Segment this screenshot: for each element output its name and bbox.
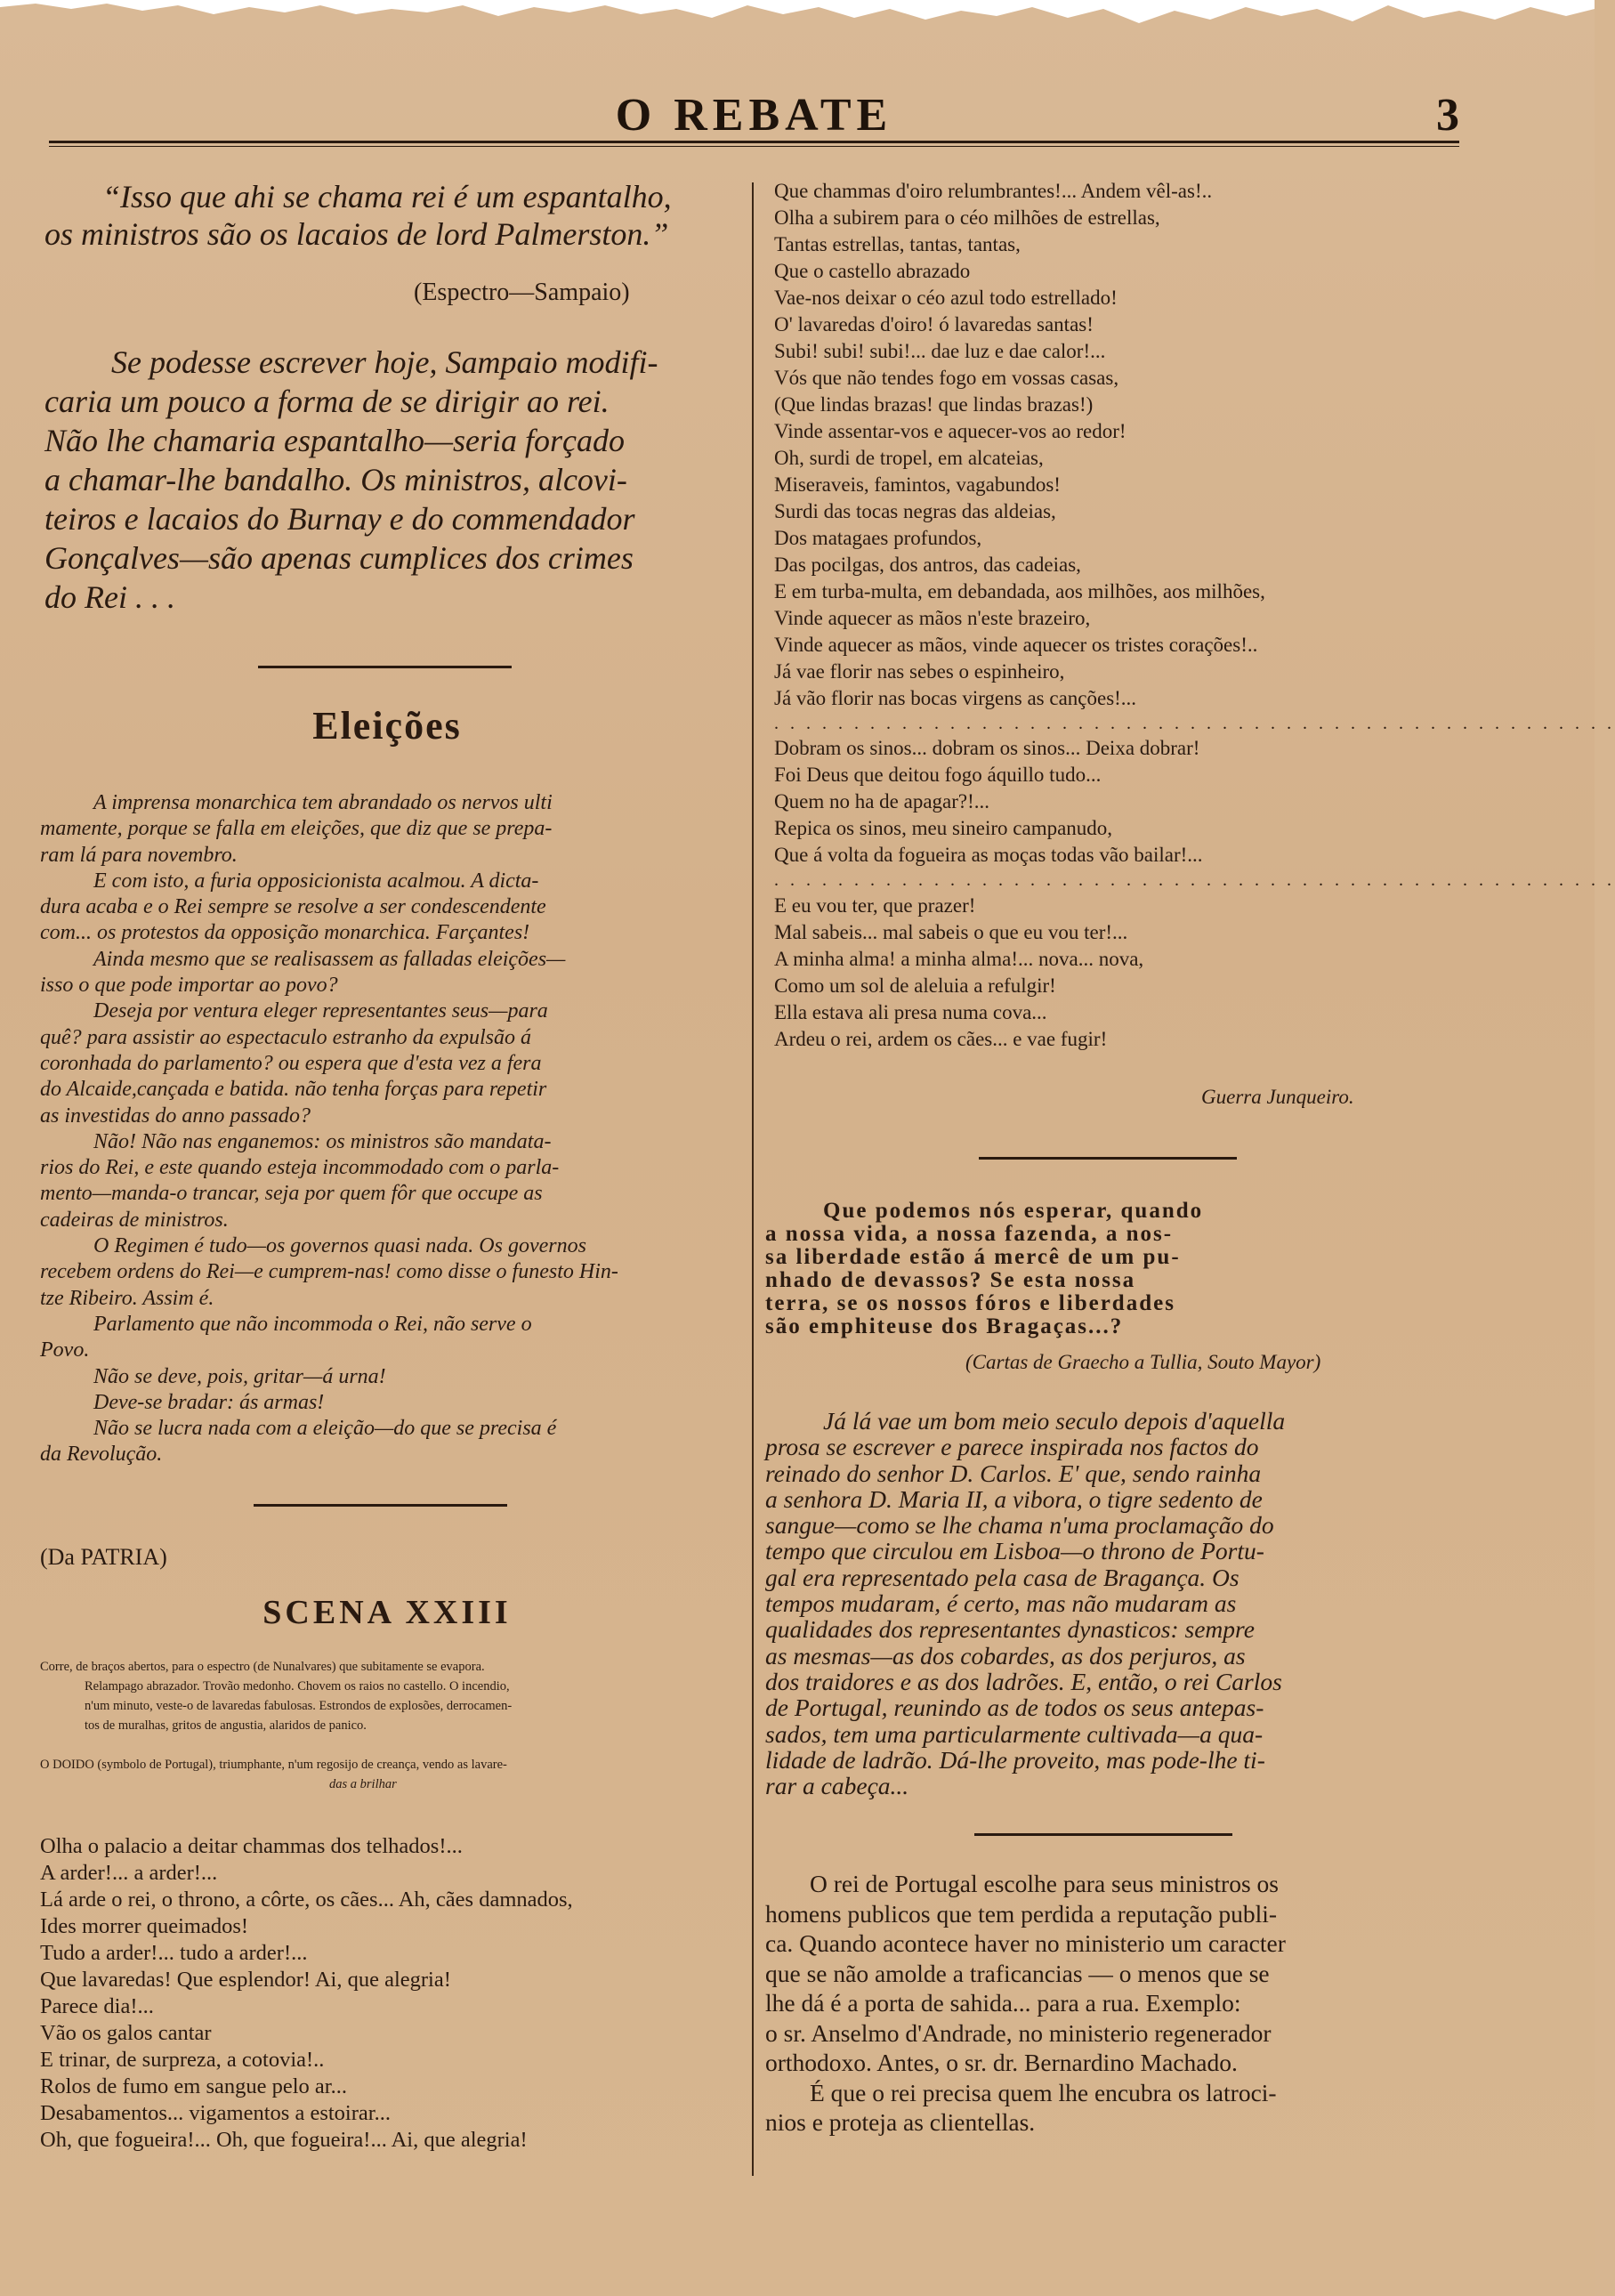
article-line: Ainda mesmo que se realisassem as falladas eleições— — [93, 947, 566, 971]
verse-line: Vão os galos cantar — [40, 2021, 212, 2045]
masthead — [49, 89, 1459, 141]
section-separator — [258, 666, 512, 668]
article-line: lidade de ladrão. Dá-lhe proveito, mas pode-lhe ti- — [765, 1745, 1265, 1774]
article-line: tze Ribeiro. Assim é. — [40, 1286, 214, 1310]
poem-author — [1201, 1086, 1354, 1109]
article-line: rios do Rei, e este quando esteja incommodado com o parla- — [40, 1156, 560, 1180]
verse-line: Como um sol de aleluia a refulgir! — [774, 974, 1056, 997]
seculo-article — [765, 1408, 1455, 1799]
article-line: mamente, porque se falla em eleições, que diz que se prepa- — [40, 817, 553, 841]
article-line: Não! Não nas enganemos: os ministros são mandata- — [93, 1129, 552, 1153]
question-line: sa liberdade estão á mercê de um pu- — [765, 1245, 1181, 1269]
character-direction — [40, 1755, 734, 1794]
intro-paragraph — [44, 343, 730, 617]
article-line: prosa se escrever e parece inspirada nos factos do — [765, 1433, 1259, 1461]
intro-line: do Rei . . . — [44, 579, 175, 615]
article-line: tempos mudaram, é certo, mas não mudaram as — [765, 1589, 1237, 1618]
verse-line: Quem no ha de apagar?!... — [774, 790, 990, 812]
verse-line: E trinar, de surpreza, a cotovia!.. — [40, 2048, 325, 2072]
verse-line: Das pocilgas, dos antros, das cadeias, — [774, 554, 1081, 576]
masthead-rule-thin — [49, 146, 1459, 147]
verse-line: Vinde assentar-vos e aquecer-vos ao redor! — [774, 420, 1126, 442]
verse-line: E em turba-multa, em debandada, aos milhões, aos milhões, — [774, 580, 1265, 602]
article-line: isso o que pode importar ao povo? — [40, 974, 338, 998]
verse-line: Que lavaredas! Que esplendor! Ai, que alegria! — [40, 1968, 451, 1992]
verse-line: Ella estava ali presa numa cova... — [774, 1001, 1047, 1023]
question-block — [765, 1200, 1450, 1338]
verse-line: Parece dia!... — [40, 1994, 154, 2018]
dots-text: . . . . . . . . . . . . . . . . . . . . . . . . . . . . . . . . . . . . . . . . . . . . . . . . . . . . . — [774, 714, 1615, 733]
verse-line: Ides morrer queimados! — [40, 1914, 249, 1938]
article-line: Deve-se bradar: ás armas! — [93, 1390, 325, 1414]
verse-line: Ardeu o rei, ardem os cães... e vae fugir! — [774, 1028, 1108, 1050]
article-line: Povo. — [40, 1338, 90, 1362]
article-line: orthodoxo. Antes, o sr. dr. Bernardino Machado. — [765, 2049, 1238, 2076]
epigraph — [44, 178, 730, 253]
intro-line: a chamar-lhe bandalho. Os ministros, alcovi- — [44, 462, 627, 497]
verse-line: (Que lindas brazas! que lindas brazas!) — [774, 393, 1094, 416]
article-line: de Portugal, reunindo as de todos os seus antepas- — [765, 1694, 1264, 1722]
article-line: mento—manda-o trancar, seja por quem fôr que occupe as — [40, 1182, 543, 1206]
verse-line: E eu vou ter, que prazer! — [774, 894, 976, 917]
section-heading-eleicoes — [44, 703, 730, 748]
dotted-separator — [774, 714, 1615, 734]
question-attribution — [965, 1351, 1320, 1374]
question-line: nhado de devassos? Se esta nossa — [765, 1268, 1136, 1292]
dots-text: . . . . . . . . . . . . . . . . . . . . . . . . . . . . . . . . . . . . . . . . . . . . . . . . . . . . . — [774, 870, 1615, 890]
article-line: dura acaba e o Rei sempre se resolve a ser condescendente — [40, 895, 546, 919]
attribution-text: (Cartas de Graecho a Tullia, Souto Mayor) — [965, 1351, 1321, 1373]
intro-line: Não lhe chamaria espantalho—seria forçado — [44, 423, 625, 458]
verse-line: Foi Deus que deitou fogo áquillo tudo... — [774, 764, 1102, 786]
masthead-rule — [49, 141, 1459, 143]
stage-line: n'um minuto, veste-o de lavaredas fabulosas. Estrondos de explosões, derrocamen- — [85, 1699, 513, 1713]
article-line: Parlamento que não incommoda o Rei, não serve o — [93, 1312, 532, 1336]
stage-line: tos de muralhas, gritos de angustia, alaridos de panico. — [85, 1718, 367, 1733]
poem-part-3 — [774, 893, 1450, 1053]
verse-line: Lá arde o rei, o throno, a côrte, os cães... Ah, cães damnados, — [40, 1888, 573, 1912]
verse-line: Repica os sinos, meu sineiro campanudo, — [774, 817, 1113, 839]
verse-line: Vae-nos deixar o céo azul todo estrellado! — [774, 287, 1118, 309]
article-line: Deseja por ventura eleger representantes seus—para — [93, 999, 548, 1023]
stage-line: Relampago abrazador. Trovão medonho. Chovem os raios no castello. O incendio, — [85, 1679, 510, 1694]
article-line: sangue—como se lhe chama n'uma proclamação do — [765, 1511, 1274, 1540]
question-line: são emphiteuse dos Bragaças...? — [765, 1314, 1124, 1338]
scena-source — [40, 1544, 167, 1571]
character-line: O DOIDO (symbolo de Portugal), triumphante, n'um regosijo de creança, vendo as lavare- — [40, 1758, 507, 1772]
article-line: nios e proteja as clientellas. — [765, 2108, 1036, 2136]
section-separator — [974, 1833, 1232, 1836]
heading-text: Eleições — [312, 704, 462, 748]
intro-line: caria um pouco a forma de se dirigir ao rei. — [44, 384, 610, 419]
article-line: coronhada do parlamento? ou espera que d'esta vez a fera — [40, 1051, 542, 1075]
article-line: A imprensa monarchica tem abrandado os nervos ulti — [93, 791, 553, 814]
verse-line: Olha a subirem para o céo milhões de estrellas, — [774, 206, 1160, 229]
stage-line: Corre, de braços abertos, para o espectro (de Nunalvares) que subitamente se evapora. — [40, 1660, 485, 1674]
verse-line: Vinde aquecer as mãos, vinde aquecer os tristes corações!.. — [774, 634, 1258, 656]
epigraph-line: “Isso que ahi se chama rei é um espantalho, — [102, 179, 672, 214]
article-line: Não se deve, pois, gritar—á urna! — [93, 1364, 386, 1388]
article-line: as investidas do anno passado? — [40, 1104, 311, 1128]
ministros-article — [765, 1869, 1455, 2138]
article-line: qualidades dos representantes dynasticos: sempre — [765, 1615, 1255, 1644]
verse-line: Rolos de fumo em sangue pelo ar... — [40, 2074, 347, 2098]
verse-line: Vinde aquecer as mãos n'este brazeiro, — [774, 607, 1091, 629]
article-line: o sr. Anselmo d'Andrade, no ministerio regenerador — [765, 2018, 1272, 2047]
column-divider — [752, 182, 754, 2176]
scena-title — [44, 1593, 730, 1632]
character-line: das a brilhar — [329, 1777, 397, 1791]
intro-line: teiros e lacaios do Burnay e do commendador — [44, 501, 635, 537]
verse-line: Desabamentos... vigamentos a estoirar... — [40, 2101, 391, 2125]
verse-line: Que chammas d'oiro relumbrantes!... Andem vêl-as!.. — [774, 180, 1213, 202]
article-line: da Revolução. — [40, 1443, 163, 1467]
article-line: sados, tem uma particularmente cultivada—a qua- — [765, 1719, 1264, 1748]
poem-part-2 — [774, 735, 1450, 869]
intro-line: Se podesse escrever hoje, Sampaio modifi- — [111, 344, 658, 380]
verse-line: A arder!... a arder!... — [40, 1861, 218, 1885]
verse-line: Vós que não tendes fogo em vossas casas, — [774, 367, 1119, 389]
article-line: ram lá para novembro. — [40, 843, 238, 867]
verse-line: Já vae florir nas sebes o espinheiro, — [774, 660, 1065, 683]
verse-line: Tudo a arder!... tudo a arder!... — [40, 1941, 308, 1965]
verse-line: Que o castello abrazado — [774, 260, 971, 282]
page-number: 3 — [1436, 90, 1459, 141]
article-line: dos traidores e as dos ladrões. E, então, o rei Carlos — [765, 1667, 1282, 1695]
article-line: com... os protestos da opposição monarchica. Farçantes! — [40, 921, 530, 945]
question-line: Que podemos nós esperar, quando — [823, 1199, 1204, 1223]
verse-line: Oh, surdi de tropel, em alcateias, — [774, 447, 1044, 469]
verse-line: A minha alma! a minha alma!... nova... nova, — [774, 948, 1144, 970]
attribution-text: (Espectro—Sampaio) — [414, 279, 630, 306]
article-line: ca. Quando acontece haver no ministerio um caracter — [765, 1929, 1286, 1957]
verse-line: Oh, que fogueira!... Oh, que fogueira!... Ai, que alegria! — [40, 2128, 528, 2152]
article-line: as mesmas—as dos cobardes, as dos perjuros, as — [765, 1641, 1246, 1669]
torn-edge — [0, 0, 1595, 36]
article-line: homens publicos que tem perdida a reputação publi- — [765, 1899, 1278, 1928]
epigraph-line: os ministros são os lacaios de lord Palmerston.” — [44, 216, 669, 252]
verse-line: Tantas estrellas, tantas, tantas, — [774, 233, 1021, 255]
stage-directions — [40, 1657, 734, 1735]
question-line: terra, se os nossos fóros e liberdades — [765, 1291, 1175, 1315]
dotted-separator — [774, 870, 1615, 891]
verse-line: Que á volta da fogueira as moças todas vão bailar!... — [774, 844, 1203, 866]
question-line: a nossa vida, a nossa fazenda, a nos- — [765, 1222, 1174, 1246]
verse-line: Subi! subi! subi!... dae luz e dae calor!... — [774, 340, 1106, 362]
article-line: gal era representado pela casa de Bragança. Os — [765, 1563, 1240, 1591]
article-line: que se não amolde a traficancias — o menos que se — [765, 1959, 1270, 1987]
eleicoes-article — [40, 790, 734, 1468]
intro-line: Gonçalves—são apenas cumplices dos crimes — [44, 540, 634, 576]
article-line: Já lá vae um bom meio seculo depois d'aquella — [823, 1407, 1286, 1435]
verse-line: Miseraveis, famintos, vagabundos! — [774, 473, 1061, 496]
article-line: a senhora D. Maria II, a vibora, o tigre sedento de — [765, 1484, 1263, 1513]
epigraph-attribution — [414, 279, 630, 307]
doido-verse — [40, 1833, 743, 2154]
article-line: lhe dá é a porta de sahida... para a rua. Exemplo: — [765, 1989, 1241, 2017]
article-line: reinado do senhor D. Carlos. E' que, sendo rainha — [765, 1459, 1262, 1487]
verse-line: Surdi das tocas negras das aldeias, — [774, 500, 1056, 522]
article-line: O Regimen é tudo—os governos quasi nada. Os governos — [93, 1234, 586, 1258]
article-line: quê? para assistir ao espectaculo estranho da expulsão á — [40, 1025, 531, 1049]
verse-line: Mal sabeis... mal sabeis o que eu vou ter!... — [774, 921, 1128, 943]
verse-line: Dobram os sinos... dobram os sinos... Deixa dobrar! — [774, 737, 1200, 759]
scena-title-text: SCENA XXIII — [262, 1594, 512, 1631]
article-line: tempo que circulou em Lisboa—o throno de Portu- — [765, 1537, 1264, 1565]
article-line: do Alcaide,cançada e batida. não tenha forças para repetir — [40, 1078, 547, 1102]
section-separator — [254, 1504, 507, 1507]
article-line: É que o rei precisa quem lhe encubra os latroci- — [810, 2078, 1277, 2106]
verse-line: Olha o palacio a deitar chammas dos telhados!... — [40, 1834, 463, 1858]
source-text: (Da PATRIA) — [40, 1544, 167, 1570]
article-line: rar a cabeça... — [765, 1772, 909, 1800]
article-line: E com isto, a furia opposicionista acalmou. A dicta- — [93, 869, 539, 893]
author-text: Guerra Junqueiro. — [1201, 1086, 1354, 1108]
poem-part-1 — [774, 178, 1450, 712]
article-line: recebem ordens do Rei—e cumprem-nas! como disse o funesto Hin- — [40, 1260, 618, 1284]
newspaper-title: O REBATE — [615, 90, 893, 141]
verse-line: O' lavaredas d'oiro! ó lavaredas santas! — [774, 313, 1094, 336]
section-separator — [979, 1157, 1237, 1160]
article-line: cadeiras de ministros. — [40, 1208, 229, 1232]
verse-line: Já vão florir nas bocas virgens as canções!... — [774, 687, 1137, 709]
verse-line: Dos matagaes profundos, — [774, 527, 982, 549]
article-line: Não se lucra nada com a eleição—do que se precisa é — [93, 1417, 557, 1441]
article-line: O rei de Portugal escolhe para seus ministros os — [810, 1870, 1279, 1897]
